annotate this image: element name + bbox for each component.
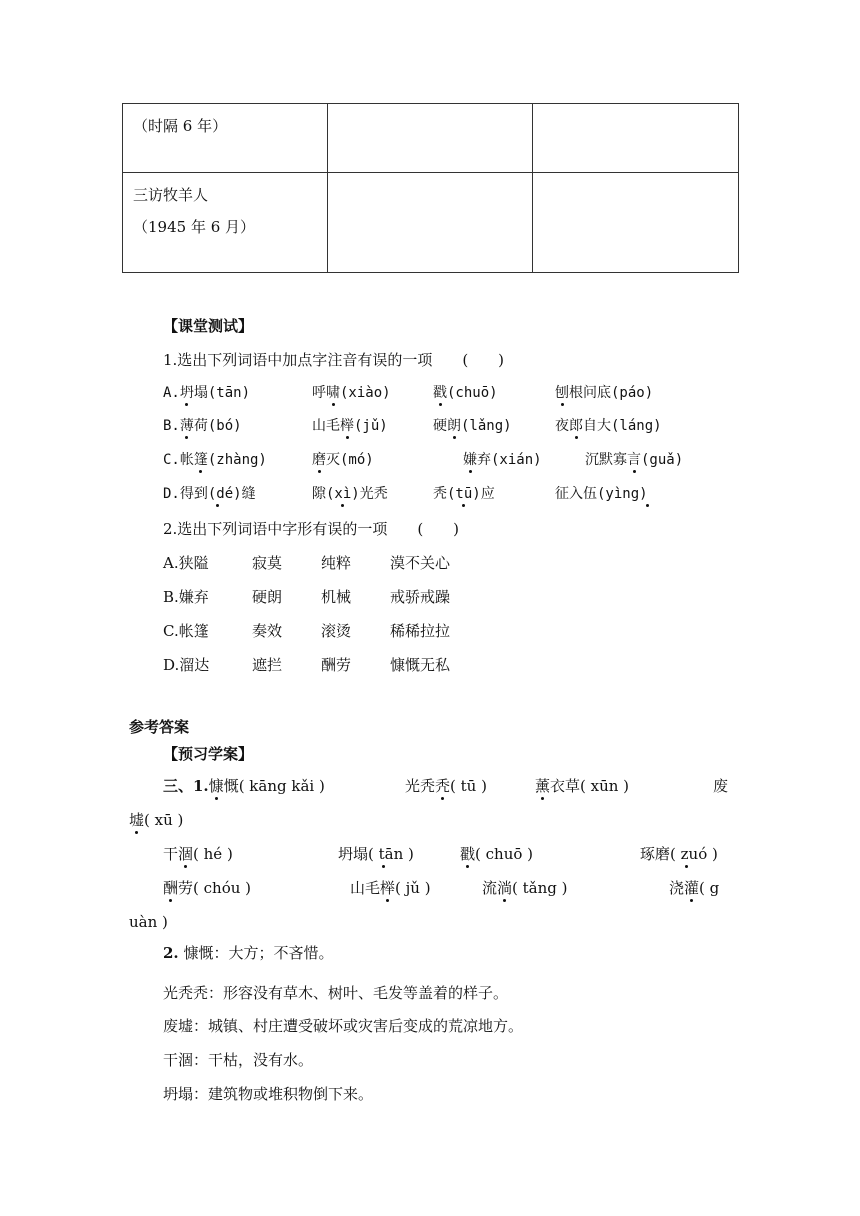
- answer-line-3b: uàn ): [129, 913, 168, 931]
- answer-word: 光秃秃( tū ): [405, 777, 487, 795]
- table-row: [123, 104, 739, 173]
- q2-word: 遮拦: [252, 656, 283, 674]
- q2-word: 酬劳: [321, 656, 352, 674]
- q2-word: 奏效: [252, 622, 283, 640]
- table-cell: （时隔 6 年）: [123, 104, 328, 173]
- question-1: 1.选出下列词语中加点字注音有误的一项 ( ): [163, 351, 505, 369]
- q2-option-a: A.狭隘: [163, 554, 209, 572]
- schedule-table: [122, 103, 739, 273]
- q1-option-a-4: 刨根问底(páo): [555, 385, 654, 401]
- q1-option-a-3: 戳(chuō): [433, 385, 498, 401]
- q1-option-d: D.得到(dé)缝: [163, 486, 256, 502]
- q1-option-b-2: 山毛榉(jǔ): [312, 418, 388, 434]
- q2-word: 寂莫: [252, 554, 283, 572]
- q1-option-d-4: 征入伍(yìng): [555, 486, 648, 502]
- q2-option-d: D.溜达: [163, 656, 210, 674]
- q2-option-b: B.嫌弃: [163, 588, 209, 606]
- answer-line-1b: 墟( xū ): [129, 811, 184, 829]
- q1-option-a: A.坍塌(tān): [163, 385, 251, 401]
- q1-option-b: B.薄荷(bó): [163, 418, 242, 434]
- q1-option-c: C.帐篷(zhàng): [163, 452, 267, 468]
- table-cell: [123, 173, 328, 273]
- table-cell: [533, 173, 739, 273]
- answer-word: 山毛榉( jǔ ): [350, 879, 431, 897]
- q2-word: 戒骄戒躁: [390, 588, 451, 606]
- quiz-heading: 【课堂测试】: [163, 317, 254, 335]
- answers-title: 参考答案: [129, 718, 190, 736]
- q2-word: 漠不关心: [390, 554, 451, 572]
- table-cell: [328, 173, 533, 273]
- table-cell: [328, 104, 533, 173]
- definition: 光秃秃：形容没有草木、树叶、毛发等盖着的样子。: [163, 984, 509, 1002]
- q2-word: 慷慨无私: [390, 656, 451, 674]
- answer-word: 琢磨( zuó ): [640, 845, 718, 863]
- definition: 废墟：城镇、村庄遭受破坏或灾害后变成的荒凉地方。: [163, 1017, 524, 1035]
- answers-subheading: 【预习学案】: [163, 745, 254, 763]
- definition: 坍塌：建筑物或堆积物倒下来。: [163, 1085, 374, 1103]
- q2-word: 稀稀拉拉: [390, 622, 451, 640]
- q1-option-d-3: 秃(tū)应: [433, 486, 495, 502]
- definition: 干涸：干枯，没有水。: [163, 1051, 314, 1069]
- answer-line-2: 干涸( hé ): [163, 845, 233, 863]
- table-row: [123, 173, 739, 273]
- answer-word: 薰衣草( xūn ): [535, 777, 630, 795]
- question-2: 2.选出下列词语中字形有误的一项 ( ): [163, 520, 460, 538]
- q1-option-c-3: 嫌弃(xián): [463, 452, 542, 468]
- definitions: 2. 慷慨：大方；不吝惜。: [163, 944, 334, 962]
- q1-option-b-4: 夜郎自大(láng): [555, 418, 662, 434]
- q2-word: 纯粹: [321, 554, 352, 572]
- q2-word: 硬朗: [252, 588, 283, 606]
- answer-line-1: 三、1.慷慨( kāng kǎi ): [163, 777, 325, 795]
- answer-word: 坍塌( tān ): [338, 845, 414, 863]
- q2-option-c: C.帐篷: [163, 622, 209, 640]
- cell-line: 三访牧羊人: [133, 186, 209, 204]
- q1-option-a-2: 呼啸(xiào): [312, 385, 391, 401]
- answer-line-3: 酬劳( chóu ): [163, 879, 252, 897]
- q1-option-c-4: 沉默寡言(guǎ): [585, 452, 684, 468]
- q1-option-c-2: 磨灭(mó): [312, 452, 374, 468]
- q1-option-d-2: 隙(xì)光秃: [312, 486, 388, 502]
- answer-word: 废: [713, 777, 729, 795]
- q1-option-b-3: 硬朗(lǎng): [433, 418, 512, 434]
- q2-word: 机械: [321, 588, 352, 606]
- answer-word: 戳( chuō ): [460, 845, 534, 863]
- answer-word: 流淌( tǎng ): [482, 879, 568, 897]
- q2-word: 滚烫: [321, 622, 352, 640]
- answer-word: 浇灌( g: [669, 879, 720, 897]
- cell-line: （1945 年 6 月）: [133, 218, 256, 236]
- table-cell: [533, 104, 739, 173]
